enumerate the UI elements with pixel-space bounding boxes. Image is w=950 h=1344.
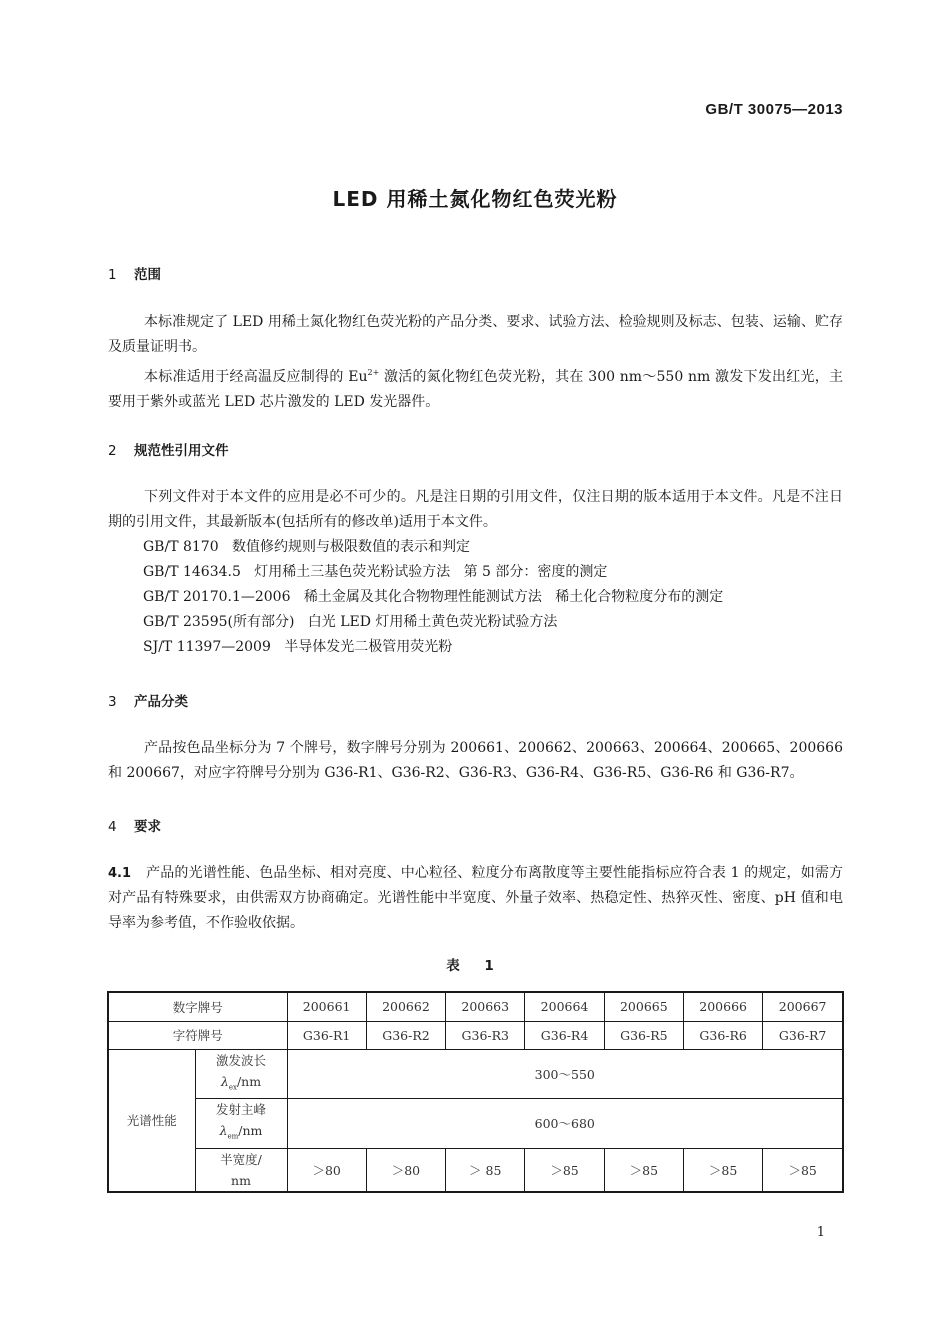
reference-item: SJ/T 11397—2009 半导体发光二极管用荧光粉 (143, 639, 453, 655)
table-row-emission (108, 1099, 843, 1149)
section-title: 规范性引用文件 (134, 443, 229, 459)
section-number: 4 (108, 819, 117, 835)
row-header: 数字牌号 (108, 992, 287, 1021)
property-label: 半宽度/ (220, 1151, 262, 1167)
unit-label: /nm (238, 1123, 263, 1138)
document-title: LED 用稀土氮化物红色荧光粉 (332, 187, 618, 211)
scope-p2-start: 本标准适用于经高温反应制得的 Eu (144, 369, 368, 385)
reference-item: GB/T 20170.1—2006 稀土金属及其化合物物理性能测试方法 稀土化合物粒度分布的测定 (143, 589, 724, 605)
table-cell: 200662 (366, 992, 445, 1021)
table-cell: G36-R7 (763, 1021, 843, 1049)
section-title: 范围 (134, 267, 161, 283)
property-symbol (196, 1120, 287, 1148)
row-header: 字符牌号 (108, 1021, 287, 1049)
table-cell: 200663 (446, 992, 525, 1021)
table-cell: G36-R2 (366, 1021, 445, 1049)
table-cell: 200664 (525, 992, 604, 1021)
section-number: 3 (108, 694, 117, 710)
page-number: 1 (816, 1225, 825, 1240)
symbol-subscript: ex (228, 1083, 237, 1091)
row-header (195, 1049, 287, 1099)
table-cell: G36-R5 (604, 1021, 683, 1049)
table-cell: G36-R4 (525, 1021, 604, 1049)
group-header: 光谱性能 (108, 1049, 195, 1192)
table-cell: G36-R6 (683, 1021, 762, 1049)
unit-label: /nm (236, 1073, 262, 1089)
superscript-charge: 2+ (367, 368, 380, 377)
symbol-subscript: em (227, 1132, 239, 1141)
subsection-number: 4.1 (108, 866, 132, 881)
table-cell: G36-R1 (287, 1021, 366, 1049)
table-row-char-grade (108, 1021, 843, 1049)
table-cell: 200667 (763, 992, 843, 1021)
section-number: 2 (108, 443, 117, 459)
table-cell: ＞85 (604, 1148, 683, 1192)
table-cell: ＞85 (763, 1148, 843, 1192)
reference-item: GB/T 23595(所有部分) 白光 LED 灯用稀土黄色荧光粉试验方法 (143, 614, 558, 630)
scope-p2-end: 激活的氮化物红色荧光粉，其在 300 nm～550 nm 激发下发出红光，主要用于紫外或蓝光 LED 芯片激发的 LED 发光器件。 (108, 369, 843, 410)
reference-item: GB/T 14634.5 灯用稀土三基色荧光粉试验方法 第 5 部分：密度的测定 (143, 564, 608, 580)
lambda-symbol: λ (220, 1073, 229, 1089)
classification-paragraph: 产品按色品坐标分为 7 个牌号，数字牌号分别为 200661、200662、200663、200664、200665、200666 和 200667，对应字符牌号分别为 G36-R1、G36-R2、G36-R3、G36-R4、G36-R5、G36-R6 和 G36-R7。 (108, 740, 843, 781)
table-cell: 200665 (604, 992, 683, 1021)
table-cell: ＞80 (366, 1148, 445, 1192)
table-cell: 200661 (287, 992, 366, 1021)
standard-number: GB/T 30075—2013 (705, 101, 843, 118)
unit-label: nm (231, 1172, 251, 1188)
requirements-text: 产品的光谱性能、色品坐标、相对亮度、中心粒径、粒度分布离散度等主要性能指标应符合表 1 的规定，如需方对产品有特殊要求，由供需双方协商确定。光谱性能中半宽度、外量子效率、热稳定性、热猝灭性、密度、pH 值和电导率为参考值，不作验收依据。 (108, 865, 843, 931)
scope-paragraph-2 (108, 360, 843, 415)
table-row-excitation (108, 1049, 843, 1099)
table-cell: G36-R3 (446, 1021, 525, 1049)
section-4-heading (108, 815, 161, 835)
table-row-fwhm (108, 1148, 843, 1192)
property-label: 发射主峰 (215, 1102, 266, 1117)
table-cell: ＞ 85 (446, 1148, 525, 1192)
table-row-numeric-grade (108, 992, 843, 1021)
table-cell: 600～680 (287, 1099, 843, 1149)
requirements-paragraph (108, 861, 843, 936)
section-title: 要求 (134, 819, 161, 835)
reference-item: GB/T 8170 数值修约规则与极限数值的表示和判定 (143, 539, 470, 555)
lambda-symbol: λ (219, 1123, 228, 1138)
normative-paragraph: 下列文件对于本文件的应用是必不可少的。凡是注日期的引用文件，仅注日期的版本适用于本文件。凡是不注日期的引用文件，其最新版本(包括所有的修改单)适用于本文件。 (108, 489, 843, 530)
scope-paragraph-1: 本标准规定了 LED 用稀土氮化物红色荧光粉的产品分类、要求、试验方法、检验规则及标志、包装、运输、贮存及质量证明书。 (108, 314, 843, 355)
table-cell: ＞85 (525, 1148, 604, 1192)
property-symbol (196, 1071, 287, 1099)
table-cell: 200666 (683, 992, 762, 1021)
section-2-heading (108, 439, 229, 459)
section-number: 1 (108, 267, 117, 283)
properties-table (107, 991, 844, 1193)
row-header (195, 1148, 287, 1192)
table-cell: ＞80 (287, 1148, 366, 1192)
table-cell: ＞85 (683, 1148, 762, 1192)
table-caption: 表 1 (446, 958, 504, 974)
property-label: 激发波长 (215, 1052, 266, 1068)
table-cell: 300～550 (287, 1049, 843, 1099)
section-title: 产品分类 (134, 694, 188, 710)
section-3-heading (108, 690, 188, 710)
section-1-heading (108, 263, 161, 283)
row-header (195, 1099, 287, 1149)
